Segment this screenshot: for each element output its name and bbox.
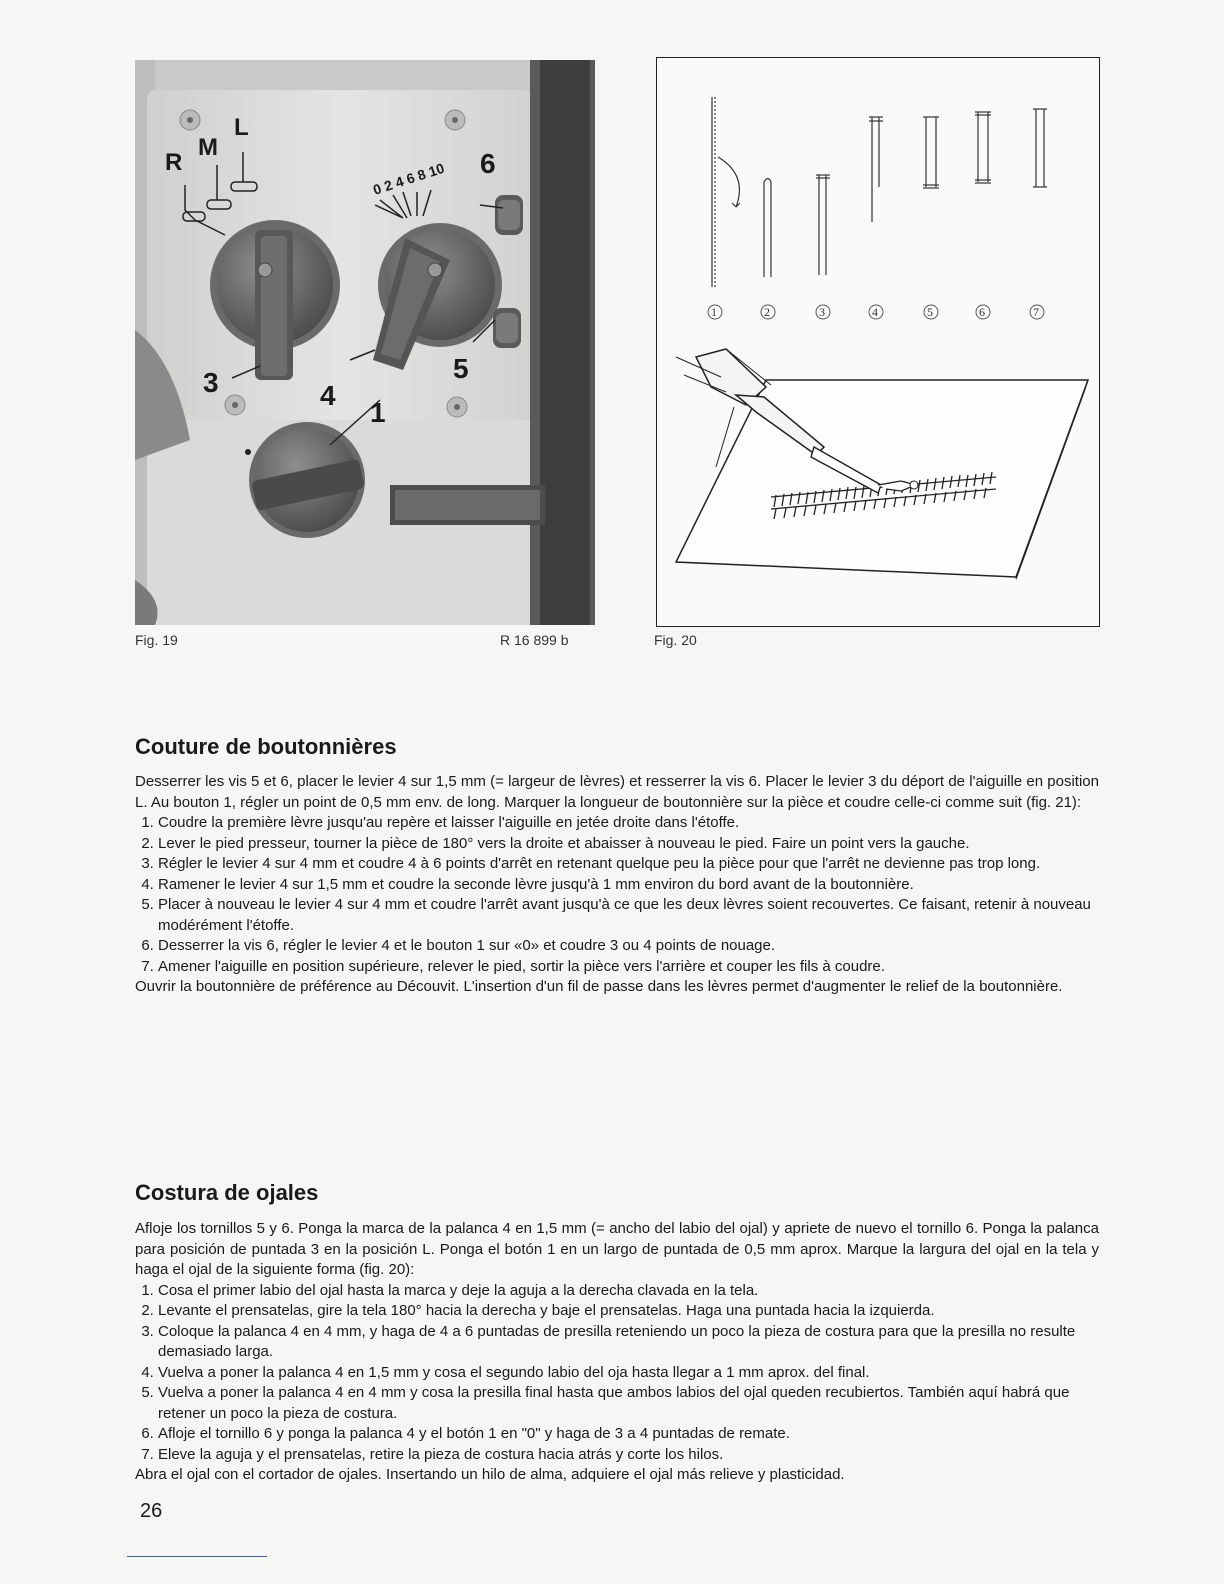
figure-19-reference: R 16 899 b — [500, 632, 569, 648]
french-step-4: 4. Ramener le levier 4 sur 1,5 mm et coudre la seconde lèvre jusqu'à 1 mm environ du bord avant de la boutonnière. — [158, 875, 1099, 896]
step-number-5: 5 — [927, 305, 933, 319]
french-section-body — [135, 772, 1099, 998]
step-number-7: 7 — [1033, 305, 1039, 319]
screw-6 — [495, 195, 523, 235]
french-step-2: 2. Lever le pied presseur, tourner la pièce de 180° vers la droite et abaisser à nouveau le pied. Faire un point vers la gauche. — [158, 834, 1099, 855]
figure-20-buttonhole-steps-drawing — [656, 57, 1100, 627]
spanish-step-3: 3. Coloque la palanca 4 en 4 mm, y haga de 4 a 6 puntadas de presilla reteniendo un poco la pieza de costura para que la presilla no resulte demasiado larga. — [158, 1322, 1099, 1363]
spanish-step-4: 4. Vuelva a poner la palanca 4 en 1,5 mm y cosa el segundo labio del oja hasta llegar a 1 mm aprox. del final. — [158, 1363, 1099, 1384]
screw-bottom-left — [225, 395, 245, 415]
reverse-lever — [390, 485, 545, 525]
step-number-6: 6 — [979, 305, 985, 319]
label-l: L — [234, 114, 249, 141]
spanish-section-title: Costura de ojales — [135, 1180, 319, 1205]
french-steps-list — [135, 813, 1099, 977]
spanish-step-2: 2. Levante el prensatelas, gire la tela 180° hacia la derecha y baje el prensatelas. Haga una puntada hacia la izquierda. — [158, 1301, 1099, 1322]
stitch-width-scale: 0 2 4 6 8 10 — [370, 159, 447, 198]
french-step-7: 7. Amener l'aiguille en position supérieure, relever le pied, sortir la pièce vers l'arrière et couper les fils à coudre. — [158, 957, 1099, 978]
label-1: 1 — [370, 397, 386, 428]
french-step-3: 3. Régler le levier 4 sur 4 mm et coudre 4 à 6 points d'arrêt en retenant quelque peu la pièce pour que l'arrêt ne devienne pas trop long. — [158, 854, 1099, 875]
spanish-steps-list — [135, 1281, 1099, 1466]
label-6: 6 — [480, 148, 496, 179]
footer-rule — [127, 1556, 267, 1557]
figure-19-caption: Fig. 19 — [135, 632, 178, 648]
screw-top-right — [445, 110, 465, 130]
spanish-step-5: 5. Vuelva a poner la palanca 4 en 4 mm y cosa la presilla final hasta que ambos labios del ojal queden recubiertos. También aquí habrá que retener un poco la pieza de costura. — [158, 1383, 1099, 1424]
step-number-4: 4 — [872, 305, 878, 319]
screw-top-left — [180, 110, 200, 130]
screw-5 — [493, 308, 521, 348]
label-4: 4 — [320, 380, 336, 411]
page-number: 26 — [140, 1500, 163, 1522]
french-step-5: 5. Placer à nouveau le levier 4 sur 4 mm et coudre l'arrêt avant jusqu'à ce que les deux lèvres soient recouvertes. Ce faisant, retenir à nouveau modérément l'étoffe. — [158, 895, 1099, 936]
spanish-intro: Afloje los tornillos 5 y 6. Ponga la marca de la palanca 4 en 1,5 mm (= ancho del labio del ojal) y apriete de nuevo el tornillo 6. Ponga la palanca para posición de puntada 3 en la posición L. Ponga el botón 1 en un largo de puntada de 0,5 mm aprox. Marque la largura del ojal en la tela y haga el ojal de la siguiente forma (fig. 20): — [135, 1220, 1099, 1278]
label-m: M — [198, 134, 218, 161]
spanish-step-6: 6. Afloje el tornillo 6 y ponga la palanca 4 y el botón 1 en "0" y haga de 3 a 4 puntadas de remate. — [158, 1424, 1099, 1445]
step-number-3: 3 — [819, 305, 825, 319]
french-step-6: 6. Desserrer la vis 6, régler le levier 4 et le bouton 1 sur «0» et coudre 3 ou 4 points de nouage. — [158, 936, 1099, 957]
step-number-2: 2 — [764, 305, 770, 319]
spanish-step-1: 1. Cosa el primer labio del ojal hasta la marca y deje la aguja a la derecha clavada en la tela. — [158, 1281, 1099, 1302]
label-5: 5 — [453, 353, 469, 384]
label-r: R — [165, 149, 183, 176]
french-step-1: 1. Coudre la première lèvre jusqu'au repère et laisser l'aiguille en jetée droite dans l'étoffe. — [158, 813, 1099, 834]
figure-19-machine-controls-photo — [135, 60, 595, 625]
french-outro: Ouvrir la boutonnière de préférence au Découvit. L'insertion d'un fil de passe dans les lèvres permet d'augmenter le relief de la boutonnière. — [135, 978, 1063, 995]
french-intro: Desserrer les vis 5 et 6, placer le levier 4 sur 1,5 mm (= largeur de lèvres) et resserrer la vis 6. Placer le levier 3 du déport de l'aiguille en position L. Au bouton 1, régler un point de 0,5 mm env. de long. Marquer la longueur de boutonnière sur la pièce et coudre celle-ci comme suit (fig. 21): — [135, 773, 1099, 811]
figure-20-caption: Fig. 20 — [654, 632, 697, 648]
step-number-1: 1 — [711, 305, 717, 319]
label-3: 3 — [203, 367, 219, 398]
spanish-step-7: 7. Eleve la aguja y el prensatelas, retire la pieza de costura hacia atrás y corte los hilos. — [158, 1445, 1099, 1466]
spanish-section-body — [135, 1219, 1099, 1486]
french-section-title: Couture de boutonnières — [135, 734, 397, 759]
screw-bottom-right — [447, 397, 467, 417]
spanish-outro: Abra el ojal con el cortador de ojales. Insertando un hilo de alma, adquiere el ojal más relieve y plasticidad. — [135, 1466, 845, 1483]
